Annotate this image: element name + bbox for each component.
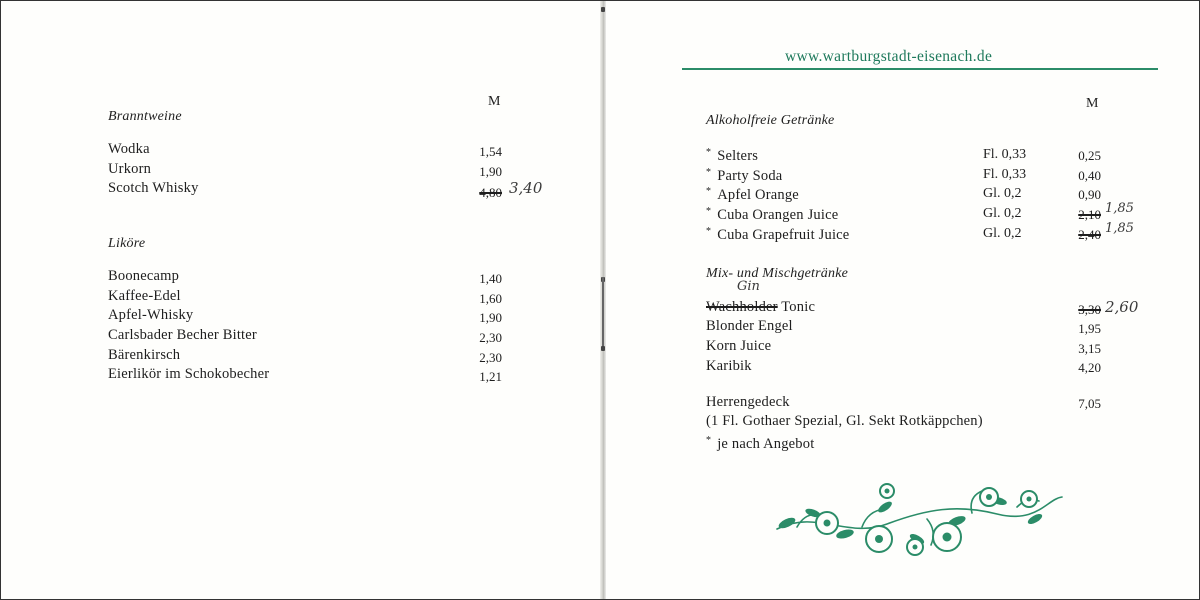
header-rule [682,68,1158,70]
section-heading-branntweine: Branntweine [108,109,182,124]
herrengedeck-detail: (1 Fl. Gothaer Spezial, Gl. Sekt Rotkäppchen) [706,413,983,429]
website-url: www.wartburgstadt-eisenach.de [785,48,993,65]
menu-item-name: Eierlikör im Schokobecher [108,366,270,382]
menu-item-price: 1,60 [479,291,502,306]
menu-item-price: 1,90 [479,310,502,325]
menu-item-price: 1,90 [479,164,502,179]
menu-item-price: 1,54 [479,144,502,159]
menu-item-name: Urkorn [108,161,152,177]
menu-item-price: 1,95 [1078,321,1101,336]
menu-item-price-struck: 4,80 [479,185,502,200]
currency-label-left: M [488,94,501,109]
menu-item-name: * Apfel Orange [706,186,799,203]
menu-item-name: * Selters [706,147,759,164]
menu-item-name: Bärenkirsch [108,347,181,363]
handwritten-price: 1,85 [1105,221,1134,236]
section-heading-likoere: Liköre [108,236,146,251]
menu-item-price: 2,30 [479,330,502,345]
menu-item-name: Korn Juice [706,338,772,354]
menu-item-unit: Fl. 0,33 [983,167,1027,182]
menu-item-name: Wachholder Tonic [706,299,816,315]
section-heading-mix: Mix- und Mischgetränke [706,266,849,281]
menu-item-name: Kaffee-Edel [108,288,181,304]
menu-item-name: Carlsbader Becher Bitter [108,327,257,343]
menu-item-price: 0,90 [1078,187,1101,202]
menu-item-price: 1,21 [479,369,502,384]
menu-item-price: 0,40 [1078,168,1101,183]
menu-item-name: Boonecamp [108,268,180,284]
menu-item-name: Apfel-Whisky [108,307,194,323]
menu-item-price-struck: 2,40 [1078,227,1101,242]
menu-item-price: 2,30 [479,350,502,365]
section-heading-alkoholfreie: Alkoholfreie Getränke [706,113,835,128]
menu-item-price: 0,25 [1078,148,1101,163]
herrengedeck-price: 7,05 [1078,396,1101,411]
menu-item-name: Blonder Engel [706,318,793,334]
menu-item-unit: Fl. 0,33 [983,147,1027,162]
menu-item-name: * Cuba Grapefruit Juice [706,226,850,243]
menu-item-unit: Gl. 0,2 [983,226,1022,241]
currency-label-right: M [1086,96,1099,111]
herrengedeck-name: Herrengedeck [706,394,790,410]
menu-item-unit: Gl. 0,2 [983,186,1022,201]
menu-item-price: 4,20 [1078,360,1101,375]
menu-item-price-struck: 2,10 [1078,207,1101,222]
menu-item-name: Scotch Whisky [108,180,199,196]
menu-item-name: Wodka [108,141,150,157]
footnote: * je nach Angebot [706,435,815,452]
handwritten-price: 1,85 [1105,201,1134,216]
handwritten-price: 2,60 [1105,298,1139,316]
menu-item-price: 3,15 [1078,341,1101,356]
left-page [1,1,602,599]
menu-item-unit: Gl. 0,2 [983,206,1022,221]
handwritten-price: 3,40 [509,179,543,197]
menu-item-name: * Party Soda [706,167,783,184]
menu-item-price-struck: 3,30 [1078,302,1101,317]
floral-garland-icon [767,479,1067,574]
menu-item-name: Karibik [706,358,752,374]
menu-item-name: * Cuba Orangen Juice [706,206,839,223]
menu-item-price: 1,40 [479,271,502,286]
handwritten-correction: Gin [737,279,760,294]
